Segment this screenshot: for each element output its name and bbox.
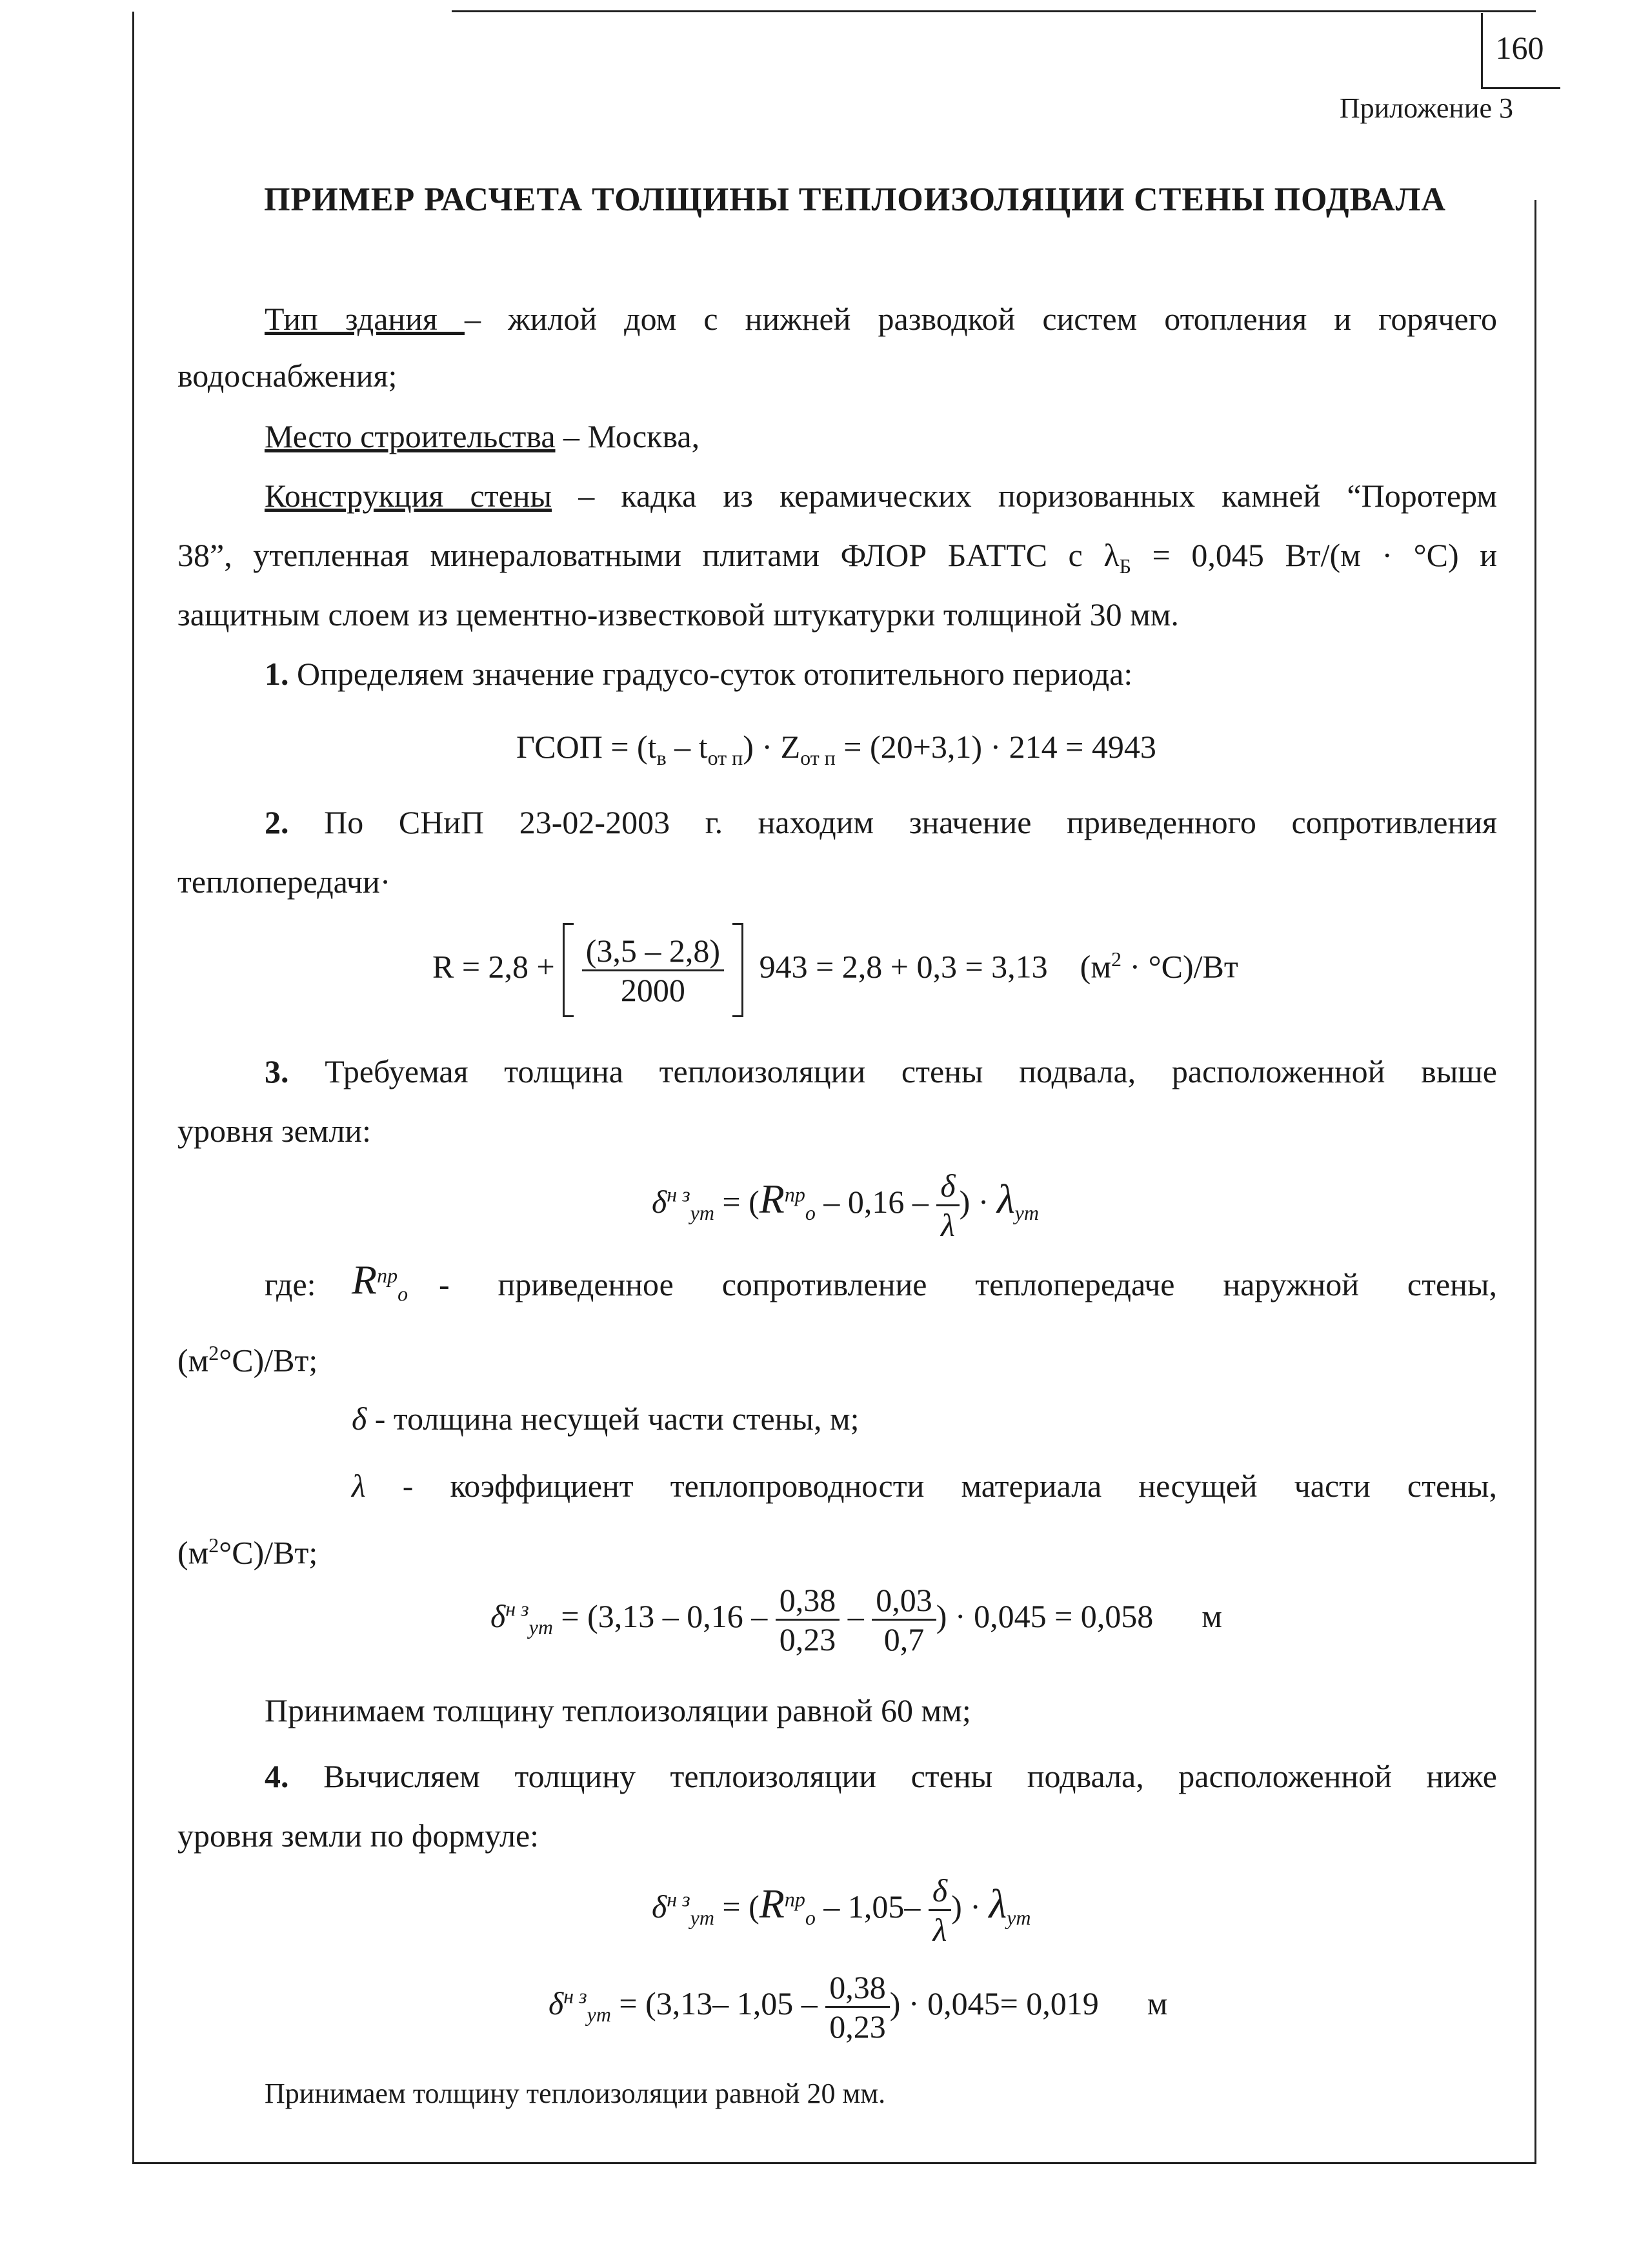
location-line: Место строительства – Москва, bbox=[265, 418, 700, 454]
building-type-line: Тип здания – жилой дом с нижней разводкой систем отопления и горячего bbox=[265, 301, 1497, 337]
appendix-label: Приложение 3 bbox=[1339, 92, 1513, 124]
step3-text: 3. Требуемая толщина теплоизоляции стены подвала, расположенной выше bbox=[265, 1053, 1497, 1089]
frame-right-line bbox=[1534, 200, 1536, 2163]
where-R-symbol: $R^{пр}_о$ bbox=[352, 1257, 408, 1306]
r-fraction: $\frac{(3,5 - 2,8)}{2000}$ bbox=[582, 932, 724, 1009]
where-R-text: - приведенное сопротивление теплопередаче наружной стены, bbox=[439, 1266, 1497, 1302]
building-type-cont: водоснабжения; bbox=[177, 358, 397, 394]
gsop-formula: ГСОП = $(t_в - t_{от п}) \cdot Z_{от п} = (20+3,1) \cdot 214 = 4943$ bbox=[516, 729, 1156, 769]
lambda-definition: λ - коэффициент теплопроводности материала несущей части стены, bbox=[352, 1468, 1497, 1504]
frame-top-line bbox=[452, 10, 1536, 12]
construction-line-3: защитным слоем из цементно-известковой штукатурки толщиной 30 мм. bbox=[177, 596, 1179, 633]
frame-bottom-line bbox=[132, 2162, 1536, 2164]
step2-text: 2. По СНиП 23-02-2003 г. находим значение приведенного сопротивления bbox=[265, 804, 1497, 840]
step2-text-cont: теплопередачи· bbox=[177, 864, 391, 900]
r-formula: R = 2,8 + $\frac{(3,5 - 2,8)}{2000}$ 943 = 2,8 + 0,3 = 3,13 $(м^2 \cdot ^\circ С)/Вт$ bbox=[432, 923, 1238, 1017]
construction-line: Конструкция стены – кадка из керамических поризованных камней “Поротерм bbox=[265, 478, 1497, 514]
step3-text-cont: уровня земли: bbox=[177, 1113, 372, 1149]
frame-left-line bbox=[132, 12, 134, 2163]
step4-text: 4. Вычисляем толщину теплоизоляции стены подвала, расположенной ниже bbox=[265, 1758, 1497, 1794]
page-title: ПРИМЕР РАСЧЕТА ТОЛЩИНЫ ТЕПЛОИЗОЛЯЦИИ СТЕНЫ ПОДВАЛА bbox=[264, 181, 1446, 218]
where-label: где: bbox=[265, 1266, 316, 1302]
bracket-left bbox=[563, 923, 574, 1017]
accept-20: Принимаем толщину теплоизоляции равной 20 мм. bbox=[265, 2078, 886, 2109]
step4-text-cont: уровня земли по формуле: bbox=[177, 1817, 539, 1854]
accept-60: Принимаем толщину теплоизоляции равной 60 мм; bbox=[265, 1692, 971, 1728]
delta-formula-above: $\delta^{н з}_{ут} = (R^{пр}_о - 0,16$ – $\frac{\delta}{\lambda}$ ) · $\lambda_{ут}$ bbox=[652, 1168, 1039, 1243]
page-number: 160 bbox=[1495, 30, 1544, 66]
step1-text: 1. Определяем значение градусо-суток отопительного периода: bbox=[265, 656, 1133, 692]
construction-line-2: 38”, утепленная минераловатными плитами ФЛОР БАТТС с $\lambda_Б = 0,045$ Вт/(м · °С) и bbox=[177, 537, 1498, 578]
delta-calc-above: $\delta^{н з}_{ут} = (3,13 - 0,16$ – $\frac{0,38}{0,23}$ – $\frac{0,03}{0,7}$ ) · 0,045 = 0,058 м bbox=[490, 1582, 1222, 1657]
delta-calc-below: $\delta^{н з}_{ут} = (3,13-$ 1,05 – $\frac{0,38}{0,23}$ ) · 0,045= 0,019 м bbox=[548, 1969, 1168, 2045]
unit-line-1: $(м^2^\circ С)/Вт$; bbox=[177, 1341, 318, 1379]
delta-definition: δ - толщина несущей части стены, м; bbox=[352, 1401, 860, 1437]
delta-formula-below: $\delta^{н з}_{ут} = (R^{пр}_о - 1,05-$ $\frac{\delta}{\lambda}$ ) · $\lambda_{ут}$ bbox=[652, 1872, 1031, 1948]
unit-line-2: $(м^2^\circ С)/Вт$; bbox=[177, 1534, 318, 1571]
bracket-right bbox=[732, 923, 743, 1017]
